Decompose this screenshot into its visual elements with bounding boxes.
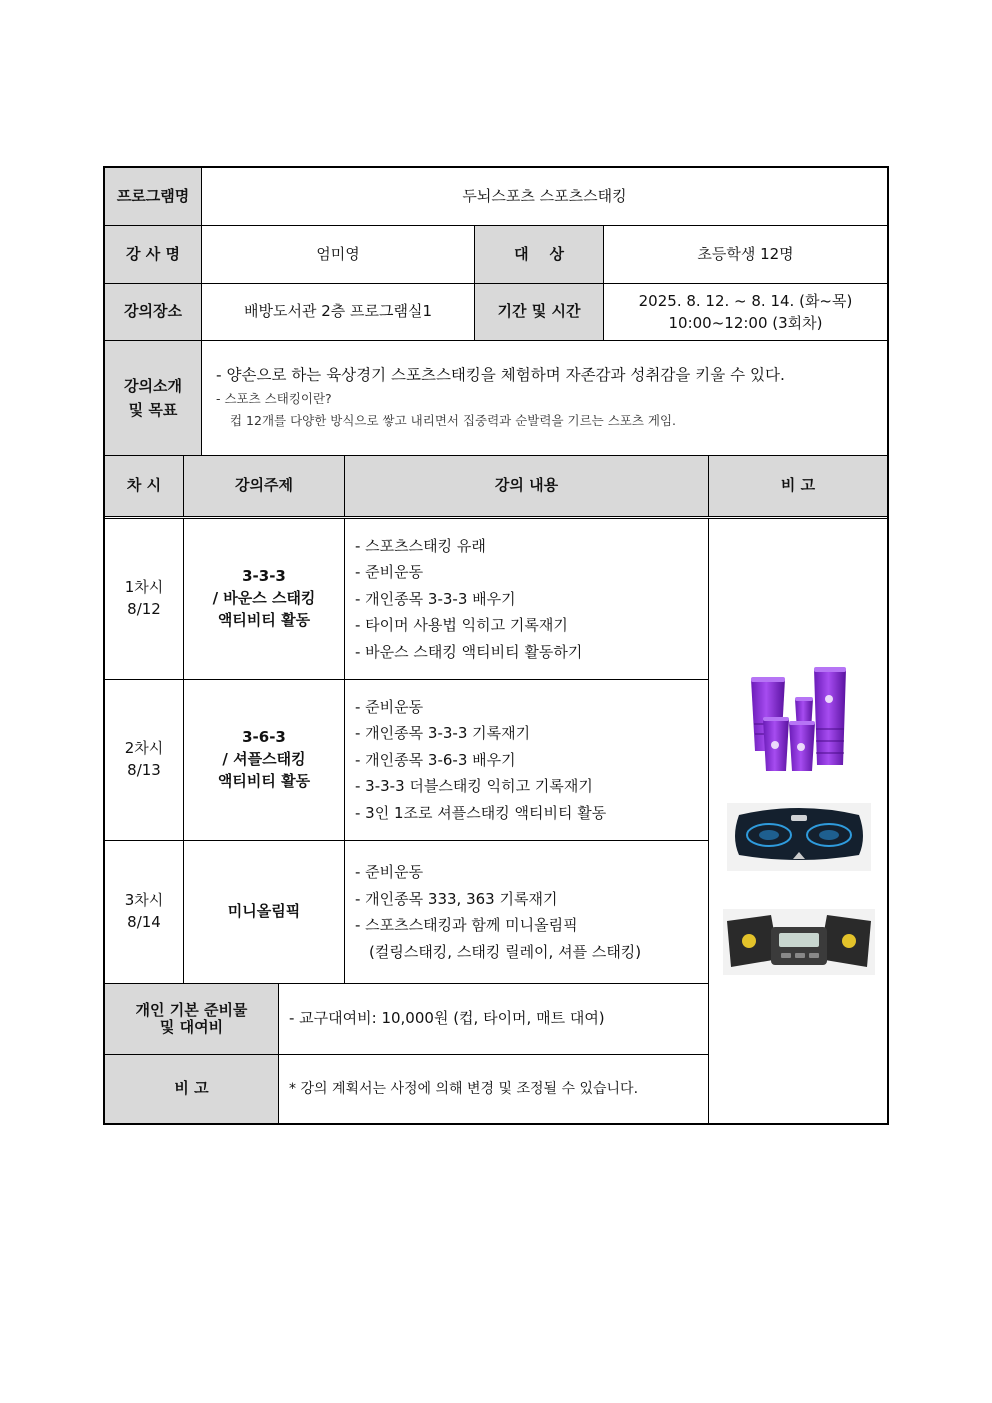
instructor-label: [105, 226, 202, 284]
session-3-content: [345, 841, 709, 984]
stacking-timer-image: [723, 909, 875, 975]
purple-stacking-cups-image: [751, 667, 846, 771]
list-item: - 개인종목 3-3-3 배우기: [355, 589, 516, 608]
period-time: 10:00~12:00 (3회차): [668, 314, 823, 332]
intro-content: [202, 341, 887, 456]
supplies-value: [279, 984, 709, 1055]
intro-label: [105, 341, 202, 456]
list-item: - 준비운동: [355, 563, 424, 582]
intro-main-text: - 양손으로 하는 육상경기 스포츠스태킹을 체험하며 자존감과 성취감을 키울 수 있다.: [216, 365, 785, 384]
program-label: [105, 168, 202, 226]
session-2-label: [105, 680, 184, 841]
venue-value: [202, 284, 475, 341]
list-item: - 개인종목 3-3-3 기록재기: [355, 724, 531, 743]
stacking-mat-image: [727, 803, 871, 871]
session-1-topic-line2: / 바운스 스태킹: [212, 589, 316, 608]
supplies-value-text: - 교구대여비: 10,000원 (컵, 타이머, 매트 대여): [289, 1009, 605, 1028]
program-name: [202, 168, 887, 226]
supplies-label-line2: 및 대여비: [159, 1018, 224, 1036]
instructor-name-text: 엄미영: [316, 244, 360, 263]
target-label: [475, 226, 604, 284]
period-value: [604, 284, 887, 341]
instructor-name: [202, 226, 475, 284]
col-header-note-text: 비 고: [780, 476, 816, 495]
list-item: - 3-3-3 더블스태킹 익히고 기록재기: [355, 777, 593, 796]
intro-sub-question: - 스포츠 스태킹이란?: [216, 391, 332, 407]
session-2-date: 8/13: [127, 761, 161, 779]
remarks-value: [279, 1055, 709, 1123]
col-header-topic-text: 강의주제: [235, 476, 293, 495]
remarks-label: [105, 1055, 279, 1123]
intro-sub-description: 컵 12개를 다양한 방식으로 쌓고 내리면서 집중력과 순발력을 기르는 스포츠 게임.: [230, 413, 677, 429]
target-value: [604, 226, 887, 284]
col-header-session: [105, 456, 184, 516]
session-3-number: 3차시: [124, 891, 164, 910]
period-label: [475, 284, 604, 341]
list-item: - 3인 1조로 셔플스태킹 액티비티 활동: [355, 803, 607, 822]
list-item: - 스포츠스태킹 유래: [355, 536, 486, 555]
list-item: (컬링스태킹, 스태킹 릴레이, 셔플 스태킹): [369, 942, 642, 961]
list-item: - 바운스 스태킹 액티비티 활동하기: [355, 642, 583, 661]
target-label-text: 대 상: [514, 244, 564, 263]
supplies-label: [105, 984, 279, 1055]
session-2-content: [345, 680, 709, 841]
list-item: - 스포츠스태킹과 함께 미니올림픽: [355, 916, 578, 934]
list-item: - 개인종목 3-6-3 배우기: [355, 750, 516, 769]
list-item: - 타이머 사용법 익히고 기록재기: [355, 616, 568, 635]
session-2-topic-line2: / 셔플스태킹: [222, 750, 306, 769]
venue-label: [105, 284, 202, 341]
session-3-topic-line1: 미니올림픽: [227, 902, 301, 921]
session-1-label: [105, 519, 184, 680]
session-3-date: 8/14: [127, 913, 161, 931]
col-header-content: [345, 456, 709, 516]
supplies-label-line1: 개인 기본 준비물: [135, 1000, 248, 1019]
program-label-text: 프로그램명: [116, 186, 190, 205]
session-2-number: 2차시: [124, 739, 164, 758]
session-1-topic-line3: 액티비티 활동: [217, 610, 311, 629]
col-header-topic: [184, 456, 345, 516]
remarks-value-text: * 강의 계획서는 사정에 의해 변경 및 조정될 수 있습니다.: [289, 1080, 639, 1097]
list-item: - 개인종목 333, 363 기록재기: [355, 889, 558, 908]
period-label-text: 기간 및 시간: [497, 302, 581, 321]
session-1-number: 1차시: [124, 578, 164, 597]
session-1-date: 8/12: [127, 600, 161, 618]
session-1-topic: [184, 519, 345, 680]
intro-label-line1: 강의소개: [124, 377, 182, 395]
intro-label-line2: 및 목표: [128, 401, 178, 419]
venue-label-text: 강의장소: [124, 302, 182, 321]
venue-value-text: 배방도서관 2층 프로그램실1: [243, 302, 432, 321]
session-2-topic: [184, 680, 345, 841]
col-header-note: [709, 456, 887, 516]
target-value-text: 초등학생 12명: [697, 244, 794, 263]
session-3-topic: [184, 841, 345, 984]
remarks-label-text: 비 고: [174, 1079, 209, 1098]
session-1-topic-line1: 3-3-3: [242, 567, 286, 586]
col-header-session-text: 차 시: [126, 476, 162, 495]
session-1-content: [345, 519, 709, 680]
session-2-topic-line1: 3-6-3: [242, 728, 286, 747]
instructor-label-text: 강 사 명: [126, 244, 180, 263]
list-item: - 준비운동: [355, 863, 424, 881]
list-item: - 준비운동: [355, 697, 424, 716]
session-2-topic-line3: 액티비티 활동: [217, 771, 311, 790]
session-3-label: [105, 841, 184, 984]
period-dates: 2025. 8. 12. ~ 8. 14. (화~목): [638, 291, 853, 310]
note-images: [709, 519, 887, 1123]
col-header-content-text: 강의 내용: [494, 476, 559, 495]
note-images-cell: [709, 519, 887, 1123]
program-plan-table: [103, 166, 889, 1125]
program-name-text: 두뇌스포츠 스포츠스태킹: [462, 186, 627, 205]
